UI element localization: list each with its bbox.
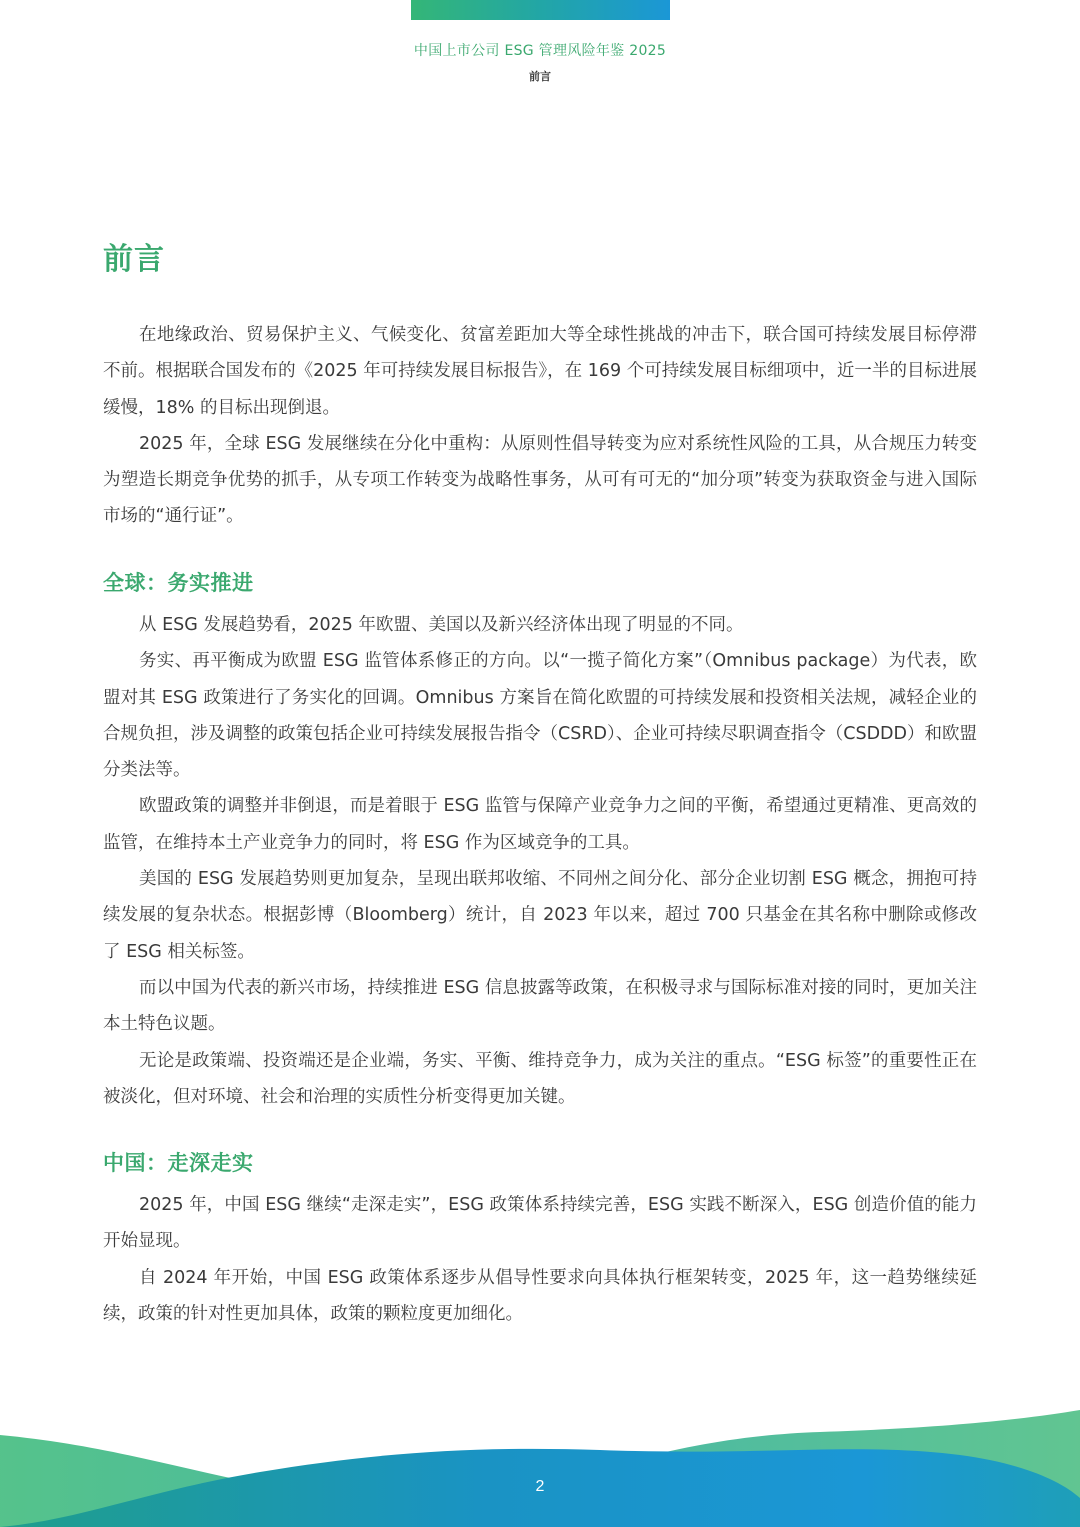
page-number: 2 bbox=[535, 1478, 545, 1495]
china-section-body bbox=[103, 1187, 977, 1332]
intro-block bbox=[103, 317, 977, 535]
global-section-body bbox=[103, 607, 977, 1115]
section-label: 前言 bbox=[529, 70, 551, 83]
footer-wave-decoration bbox=[0, 1380, 1080, 1527]
paragraph: 无论是政策端、投资端还是企业端，务实、平衡、维持竞争力，成为关注的重点。“ESG 标签”的重要性正在被淡化，但对环境、社会和治理的实质性分析变得更加关键。 bbox=[103, 1050, 977, 1107]
paragraph: 务实、再平衡成为欧盟 ESG 监管体系修正的方向。以“一揽子简化方案”（Omnibus package）为代表，欧盟对其 ESG 政策进行了务实化的回调。Omnibus 方案旨在简化欧盟的可持续发展和投资相关法规，减轻企业的合规负担，涉及调整的政策包括企业可持续发展报告指令（CSRD）、企业可持续尽职调查指令（CSDDD）和欧盟分类法等。 bbox=[103, 651, 977, 781]
section-heading-china: 中国：走深走实 bbox=[103, 1151, 254, 1175]
header-accent-bar bbox=[411, 0, 670, 20]
section-heading-global: 全球：务实推进 bbox=[103, 571, 254, 595]
paragraph: 美国的 ESG 发展趋势则更加复杂，呈现出联邦收缩、不同州之间分化、部分企业切割 ESG 概念，拥抱可持续发展的复杂状态。根据彭博（Bloomberg）统计，自 2023 年以来，超过 700 只基金在其名称中删除或修改了 ESG 相关标签。 bbox=[103, 869, 977, 962]
paragraph: 从 ESG 发展趋势看，2025 年欧盟、美国以及新兴经济体出现了明显的不同。 bbox=[139, 615, 744, 635]
paragraph: 而以中国为代表的新兴市场，持续推进 ESG 信息披露等政策，在积极寻求与国际标准对接的同时，更加关注本土特色议题。 bbox=[103, 977, 977, 1035]
paragraph: 欧盟政策的调整并非倒退，而是着眼于 ESG 监管与保障产业竞争力之间的平衡，希望通过更精准、更高效的监管，在维持本土产业竞争力的同时，将 ESG 作为区域竞争的工具。 bbox=[103, 796, 977, 853]
paragraph: 2025 年，中国 ESG 继续“走深走实”，ESG 政策体系持续完善，ESG 实践不断深入，ESG 创造价值的能力开始显现。 bbox=[103, 1195, 977, 1252]
report-title: 中国上市公司 ESG 管理风险年鉴 2025 bbox=[413, 43, 667, 59]
page-title: 前言 bbox=[103, 242, 165, 277]
paragraph: 自 2024 年开始，中国 ESG 政策体系逐步从倡导性要求向具体执行框架转变，2025 年，这一趋势继续延续，政策的针对性更加具体，政策的颗粒度更加细化。 bbox=[103, 1267, 977, 1324]
paragraph: 在地缘政治、贸易保护主义、气候变化、贫富差距加大等全球性挑战的冲击下，联合国可持续发展目标停滞不前。根据联合国发布的《2025 年可持续发展目标报告》，在 169 个可持续发展目标细项中，近一半的目标进展缓慢，18% 的目标出现倒退。 bbox=[103, 325, 977, 418]
paragraph: 2025 年，全球 ESG 发展继续在分化中重构：从原则性倡导转变为应对系统性风险的工具，从合规压力转变为塑造长期竞争优势的抓手，从专项工作转变为战略性事务，从可有可无的“加分项”转变为获取资金与进入国际市场的“通行证”。 bbox=[103, 433, 977, 527]
